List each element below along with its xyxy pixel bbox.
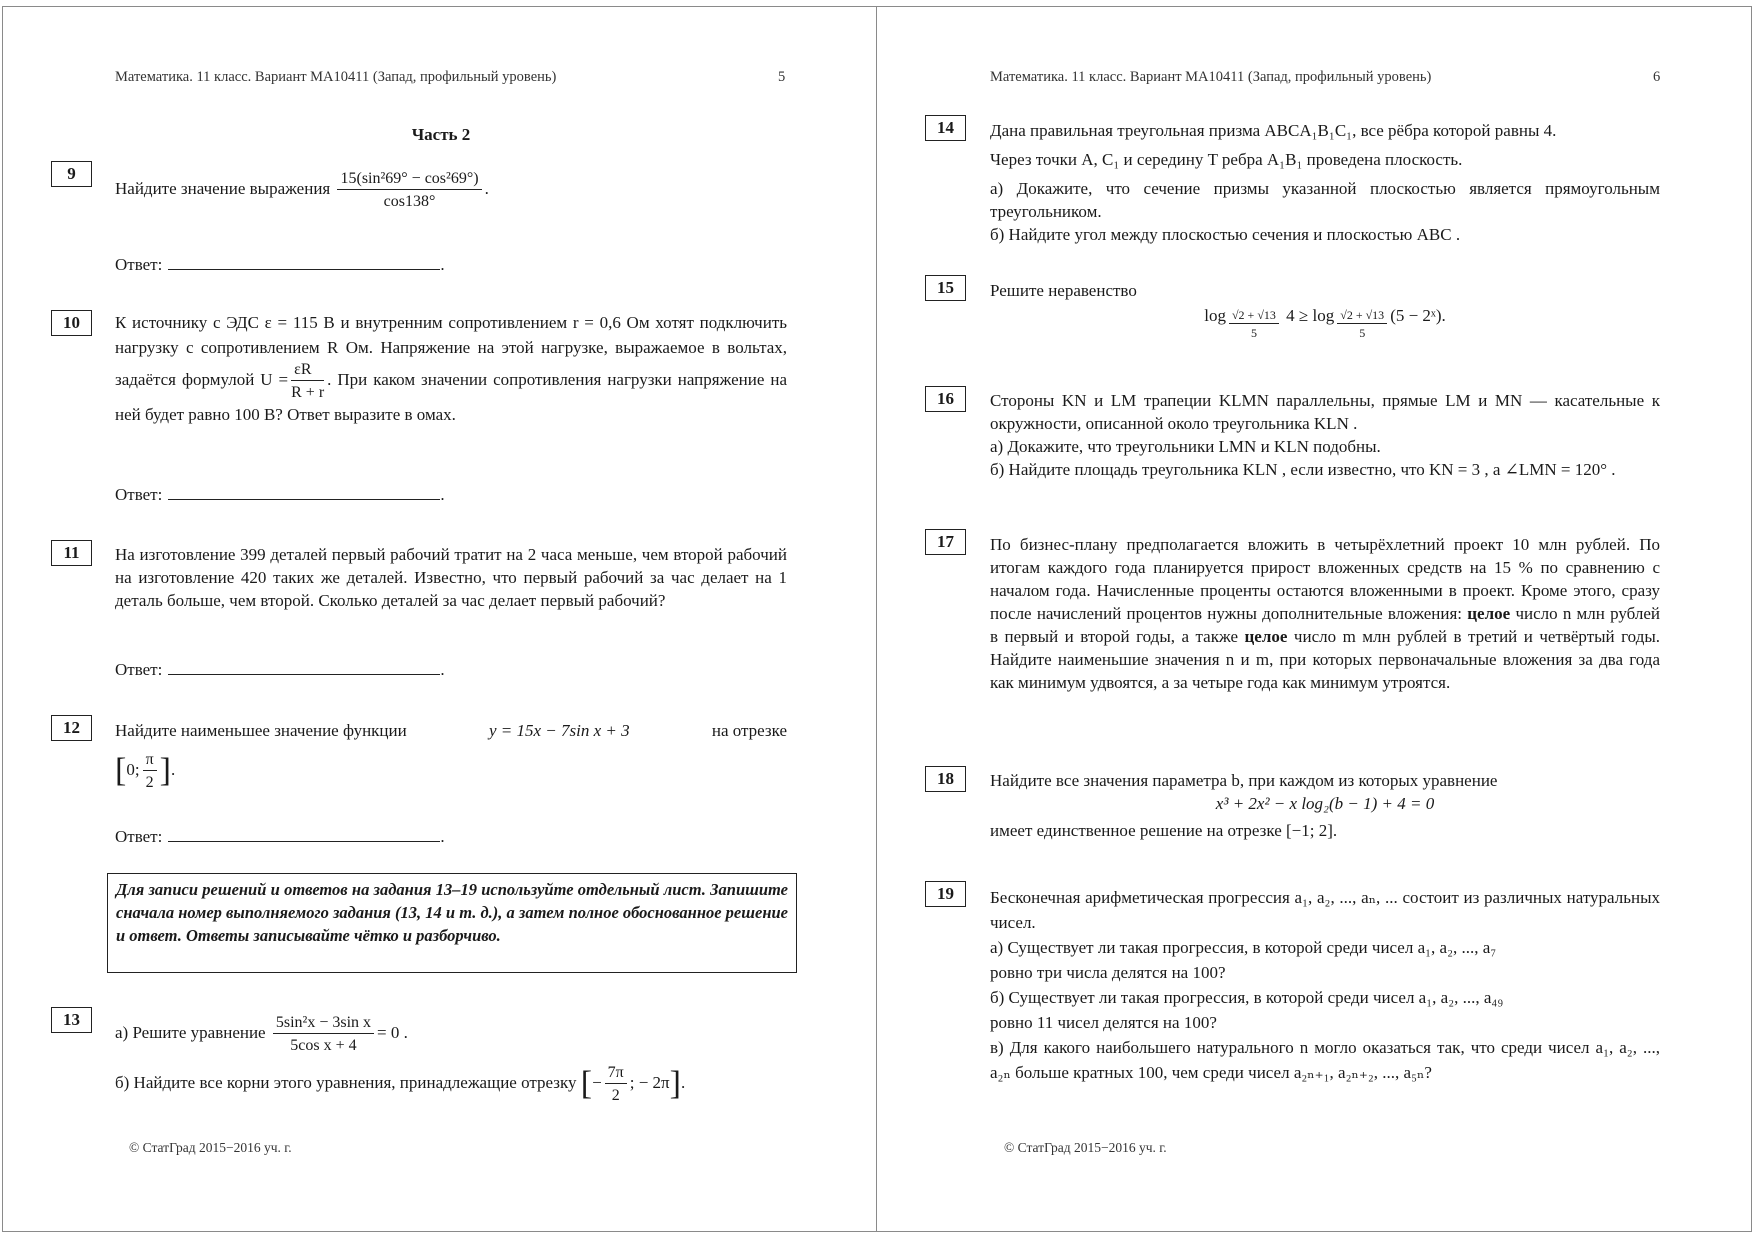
task-number: 12 xyxy=(51,715,92,741)
inequality-rhs: (5 − 2ˣ). xyxy=(1390,306,1446,325)
task-text: а) Решите уравнение xyxy=(115,1022,266,1042)
task-15 xyxy=(990,279,1660,340)
task-19 xyxy=(990,885,1660,1085)
task-14-part-b: б) Найдите угол между плоскостью сечения и плоскостью ABC . xyxy=(990,225,1461,244)
page-footer: © СтатГрад 2015−2016 уч. г. xyxy=(129,1140,292,1155)
task-16-part-a: а) Докажите, что треугольники LMN и KLN подобны. xyxy=(990,437,1381,456)
fraction xyxy=(143,750,157,792)
task-number: 14 xyxy=(925,115,966,141)
task-14 xyxy=(990,119,1660,246)
task-19-part-b: б) Существует ли такая прогрессия, в которой среди чисел a₁, a₂, ..., a₄₉ xyxy=(990,988,1504,1007)
fraction-denominator: cos138° xyxy=(383,193,436,210)
task-number: 19 xyxy=(925,881,966,907)
task-13-part-b: б) Найдите все корни этого уравнения, принадлежащие отрезку [− $\frac{7\pi}{2}$ ; − 2π]. xyxy=(115,1064,686,1104)
task-text: число n млн рублей в первый и второй годы, а также xyxy=(990,604,1661,646)
task-12 xyxy=(115,719,787,792)
task-number: 16 xyxy=(925,386,966,412)
log-base xyxy=(1229,308,1279,340)
answer-label: Ответ: xyxy=(115,485,163,504)
task-19-part-a-continued: ровно три числа делятся на 100? xyxy=(990,963,1226,982)
fraction-numerator: π xyxy=(143,750,157,771)
interval: [0; $\frac{\pi}{2}$ ]. xyxy=(115,751,176,791)
answer-field[interactable]: Ответ: . xyxy=(115,660,445,679)
fraction-denominator: R + r xyxy=(291,384,325,401)
emphasis: целое xyxy=(1467,604,1511,623)
task-17 xyxy=(990,533,1660,694)
function-formula: y = 15x − 7sin x + 3 xyxy=(488,721,630,740)
task-text: Бесконечная арифметическая прогрессия a₁, a₂, ..., aₙ, ... состоит из различных натуральных чисел. xyxy=(990,888,1660,932)
log-base-numerator: √2 + √13 xyxy=(1229,308,1279,324)
task-text: По бизнес-плану предполагается вложить в четырёхлетний проект 10 млн рублей. По итогам каждого года планируется прирост вложенных средств на 15 % по сравнению с началом года. Начисленные проценты остаются вложенными в проект. Кроме этого, сразу после начислений процентов нужны дополнительные вложения: xyxy=(990,535,1660,623)
task-number: 18 xyxy=(925,766,966,792)
task-text: . При каком значении сопротивления нагрузки напряжение на ней будет равно 100 В? Ответ выразите в омах. xyxy=(115,369,787,424)
task-text: Найдите значение выражения xyxy=(115,178,331,198)
equation: x³ + 2x² − x log₂(b − 1) + 4 = 0 xyxy=(1215,794,1435,813)
log-base xyxy=(1337,308,1387,340)
segment-right: ; − 2π xyxy=(629,1072,670,1092)
right-page xyxy=(876,6,1752,1232)
task-text: К источнику с ЭДС ε = 115 В и внутренним сопротивлением r = 0,6 Ом хотят подключить нагрузку с сопротивлением R Ом. Напряжение на этой нагрузке, выражаемое в вольтах, задаётся формулой xyxy=(115,313,787,389)
fraction-numerator: 7π xyxy=(605,1063,627,1084)
task-19-part-b-continued: ровно 11 чисел делятся на 100? xyxy=(990,1013,1217,1032)
task-text: на отрезке xyxy=(711,721,787,740)
instructions-box: Для записи решений и ответов на задания 13–19 используйте отдельный лист. Запишите сначала номер выполняемого задания (13, 14 и т. д.), а затем полное обоснованное решение и ответ. Ответы записывайте чётко и разборчиво. xyxy=(107,873,797,973)
part-title: Часть 2 xyxy=(411,125,471,144)
task-text: имеет единственное решение на отрезке [−1; 2]. xyxy=(990,821,1338,840)
task-18 xyxy=(990,769,1660,842)
task-11: На изготовление 399 деталей первый рабочий тратит на 2 часа меньше, чем второй рабочий на изготовление 420 таких же деталей. Известно, что первый рабочий за час делает на 1 деталь больше, чем второй. Сколько деталей за час делает первый рабочий? xyxy=(115,545,787,610)
fraction xyxy=(605,1063,627,1105)
task-number: 9 xyxy=(51,161,92,187)
fraction-numerator: 5sin²x − 3sin x xyxy=(273,1013,374,1034)
page-footer: © СтатГрад 2015−2016 уч. г. xyxy=(1004,1140,1167,1155)
answer-line[interactable] xyxy=(168,485,440,500)
task-number: 10 xyxy=(51,310,92,336)
task-text: Найдите наименьшее значение функции xyxy=(115,721,407,740)
task-text: Найдите все значения параметра b, при каждом из которых уравнение xyxy=(990,771,1498,790)
task-13 xyxy=(115,1013,805,1105)
task-text: Решите неравенство xyxy=(990,281,1137,300)
answer-label: Ответ: xyxy=(115,827,163,846)
task-text: Через точки A, C₁ и середину T ребра A₁B₁ проведена плоскость. xyxy=(990,150,1463,169)
answer-label: Ответ: xyxy=(115,255,163,274)
emphasis: целое xyxy=(1244,627,1288,646)
page-number: 5 xyxy=(778,69,786,85)
fraction-denominator: 2 xyxy=(145,774,154,791)
task-number: 15 xyxy=(925,275,966,301)
task-14-part-a: а) Докажите, что сечение призмы указанной плоскостью является прямоугольным треугольником. xyxy=(990,179,1660,221)
formula-lhs: U = xyxy=(260,369,289,389)
task-16 xyxy=(990,389,1660,481)
fraction-denominator: 5cos x + 4 xyxy=(290,1037,357,1054)
page-number: 6 xyxy=(1653,69,1661,85)
task-19-part-a: а) Существует ли такая прогрессия, в которой среди чисел a₁, a₂, ..., a₇ xyxy=(990,938,1497,957)
fraction xyxy=(337,169,481,211)
segment-sign: − xyxy=(592,1072,602,1092)
page-header: Математика. 11 класс. Вариант МА10411 (Запад, профильный уровень) xyxy=(115,69,557,85)
task-text: число m млн рублей в третий и четвёртый годы. Найдите наименьшие значения n и m, при которых первоначальные вложения за два года как минимум удвоятся, а за четыре года как минимум утроятся. xyxy=(990,627,1661,692)
fraction xyxy=(273,1013,374,1055)
answer-line[interactable] xyxy=(168,660,440,675)
fraction xyxy=(291,360,324,402)
inequality-middle: 4 ≥ log xyxy=(1286,306,1335,325)
equation-rhs: = 0 . xyxy=(377,1022,408,1042)
fraction-denominator: 2 xyxy=(611,1087,620,1104)
task-16-part-b: б) Найдите площадь треугольника KLN , если известно, что KN = 3 , а ∠LMN = 120° . xyxy=(990,460,1616,479)
inequality xyxy=(990,304,1660,340)
log-base-denominator: 5 xyxy=(1250,326,1257,340)
log-symbol: log xyxy=(1204,306,1226,325)
task-number: 11 xyxy=(51,540,92,566)
task-number: 13 xyxy=(51,1007,92,1033)
answer-field[interactable]: Ответ: . xyxy=(115,255,445,274)
page-header: Математика. 11 класс. Вариант МА10411 (Запад, профильный уровень) xyxy=(990,69,1432,85)
interval-left: 0; xyxy=(126,759,140,779)
fraction-numerator: 15(sin²69° − cos²69°) xyxy=(337,169,481,190)
answer-field[interactable]: Ответ: . xyxy=(115,827,445,846)
answer-label: Ответ: xyxy=(115,660,163,679)
task-9: Найдите значение выражения $\frac{\text{15(sin²69° − cos²69°)}}{\cos 138^\circ}$ . xyxy=(115,170,489,210)
task-19-part-c: в) Для какого наибольшего натурального n могло оказаться так, что среди чисел a₁, a₂, ..., a₂ₙ больше кратных 100, чем среди чисел a₂ₙ₊₁, a₂ₙ₊₂, ..., a₅ₙ? xyxy=(990,1038,1660,1082)
answer-line[interactable] xyxy=(168,255,440,270)
log-base-denominator: 5 xyxy=(1359,326,1366,340)
answer-line[interactable] xyxy=(168,827,440,842)
log-base-numerator: √2 + √13 xyxy=(1337,308,1387,324)
task-number: 17 xyxy=(925,529,966,555)
task-text: Дана правильная треугольная призма ABCA₁B₁C₁, все рёбра которой равны 4. xyxy=(990,121,1557,140)
task-10 xyxy=(115,310,787,427)
fraction-numerator: εR xyxy=(291,360,324,381)
task-text: б) Найдите все корни этого уравнения, принадлежащие отрезку xyxy=(115,1072,577,1092)
task-13-part-a xyxy=(115,1013,805,1055)
task-text: Стороны KN и LM трапеции KLMN параллельны, прямые LM и MN — касательные к окружности, описанной около треугольника KLN . xyxy=(990,391,1660,433)
left-page xyxy=(2,6,878,1232)
answer-field[interactable]: Ответ: . xyxy=(115,485,445,504)
